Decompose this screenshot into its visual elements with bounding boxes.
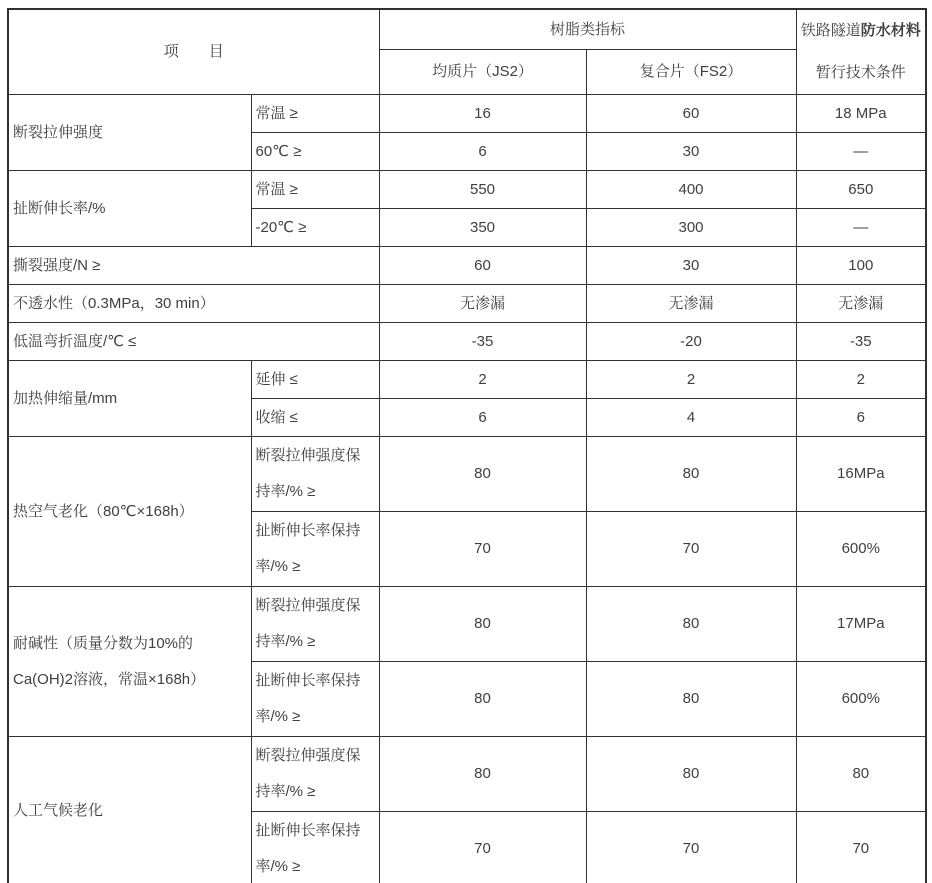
row-label: 不透水性（0.3MPa，30 min）: [8, 285, 379, 323]
value-js2: 2: [379, 361, 586, 399]
value-rail: 80: [796, 737, 926, 812]
value-rail: 16MPa: [796, 437, 926, 512]
value-js2: 无渗漏: [379, 285, 586, 323]
group-label: 耐碱性（质量分数为10%的Ca(OH)2溶液，常温×168h）: [8, 587, 251, 737]
value-rail: 无渗漏: [796, 285, 926, 323]
value-fs2: 30: [586, 133, 796, 171]
table-row: [8, 95, 926, 133]
table-row: [8, 171, 926, 209]
value-fs2: 4: [586, 399, 796, 437]
condition-label: 延伸 ≤: [251, 361, 379, 399]
value-fs2: 400: [586, 171, 796, 209]
table-row: [8, 437, 926, 512]
condition-label: 扯断伸长率保持率/% ≥: [251, 512, 379, 587]
col-header-fs2: 复合片（FS2）: [586, 50, 796, 95]
value-fs2: 80: [586, 437, 796, 512]
value-rail: 600%: [796, 512, 926, 587]
value-rail: -35: [796, 323, 926, 361]
value-rail: 2: [796, 361, 926, 399]
value-fs2: 2: [586, 361, 796, 399]
value-js2: 6: [379, 133, 586, 171]
value-js2: 350: [379, 209, 586, 247]
value-js2: -35: [379, 323, 586, 361]
condition-label: 断裂拉伸强度保持率/% ≥: [251, 587, 379, 662]
table-row: [8, 361, 926, 399]
value-js2: 70: [379, 512, 586, 587]
value-fs2: 80: [586, 587, 796, 662]
table-row: [8, 247, 926, 285]
spec-table: [7, 8, 927, 883]
value-fs2: 80: [586, 662, 796, 737]
value-rail: 650: [796, 171, 926, 209]
value-js2: 6: [379, 399, 586, 437]
group-label: 加热伸缩量/mm: [8, 361, 251, 437]
value-fs2: -20: [586, 323, 796, 361]
condition-label: 收缩 ≤: [251, 399, 379, 437]
value-rail: 70: [796, 812, 926, 883]
table-row: [8, 323, 926, 361]
rail-header-bold: 防水材料: [860, 22, 921, 39]
col-header-item: 项 目: [8, 9, 379, 95]
condition-label: -20℃ ≥: [251, 209, 379, 247]
header-row-1: [8, 9, 926, 50]
value-fs2: 300: [586, 209, 796, 247]
value-js2: 550: [379, 171, 586, 209]
row-label: 撕裂强度/N ≥: [8, 247, 379, 285]
condition-label: 扯断伸长率保持率/% ≥: [251, 662, 379, 737]
group-label: 热空气老化（80℃×168h）: [8, 437, 251, 587]
value-fs2: 70: [586, 812, 796, 883]
value-js2: 80: [379, 587, 586, 662]
table-row: [8, 737, 926, 812]
condition-label: 断裂拉伸强度保持率/% ≥: [251, 737, 379, 812]
condition-label: 常温 ≥: [251, 171, 379, 209]
value-js2: 80: [379, 737, 586, 812]
value-fs2: 无渗漏: [586, 285, 796, 323]
value-rail: 17MPa: [796, 587, 926, 662]
condition-label: 60℃ ≥: [251, 133, 379, 171]
condition-label: 断裂拉伸强度保持率/% ≥: [251, 437, 379, 512]
table-row: [8, 587, 926, 662]
value-rail: —: [796, 209, 926, 247]
condition-label: 常温 ≥: [251, 95, 379, 133]
col-header-rail: [796, 9, 926, 95]
value-rail: 18 MPa: [796, 95, 926, 133]
value-rail: 100: [796, 247, 926, 285]
rail-header-line1: 铁路隧道防水材料: [800, 22, 921, 39]
group-label: 人工气候老化: [8, 737, 251, 883]
value-fs2: 60: [586, 95, 796, 133]
table-row: [8, 285, 926, 323]
col-header-js2: 均质片（JS2）: [379, 50, 586, 95]
value-js2: 16: [379, 95, 586, 133]
value-fs2: 70: [586, 512, 796, 587]
value-fs2: 80: [586, 737, 796, 812]
value-fs2: 30: [586, 247, 796, 285]
group-label: 断裂拉伸强度: [8, 95, 251, 171]
value-js2: 80: [379, 662, 586, 737]
value-js2: 60: [379, 247, 586, 285]
value-js2: 80: [379, 437, 586, 512]
value-js2: 70: [379, 812, 586, 883]
col-header-resin-group: 树脂类指标: [379, 9, 796, 50]
value-rail: —: [796, 133, 926, 171]
rail-header-line2: 暂行技术条件: [815, 64, 906, 81]
value-rail: 600%: [796, 662, 926, 737]
value-rail: 6: [796, 399, 926, 437]
row-label: 低温弯折温度/℃ ≤: [8, 323, 379, 361]
condition-label: 扯断伸长率保持率/% ≥: [251, 812, 379, 883]
group-label: 扯断伸长率/%: [8, 171, 251, 247]
